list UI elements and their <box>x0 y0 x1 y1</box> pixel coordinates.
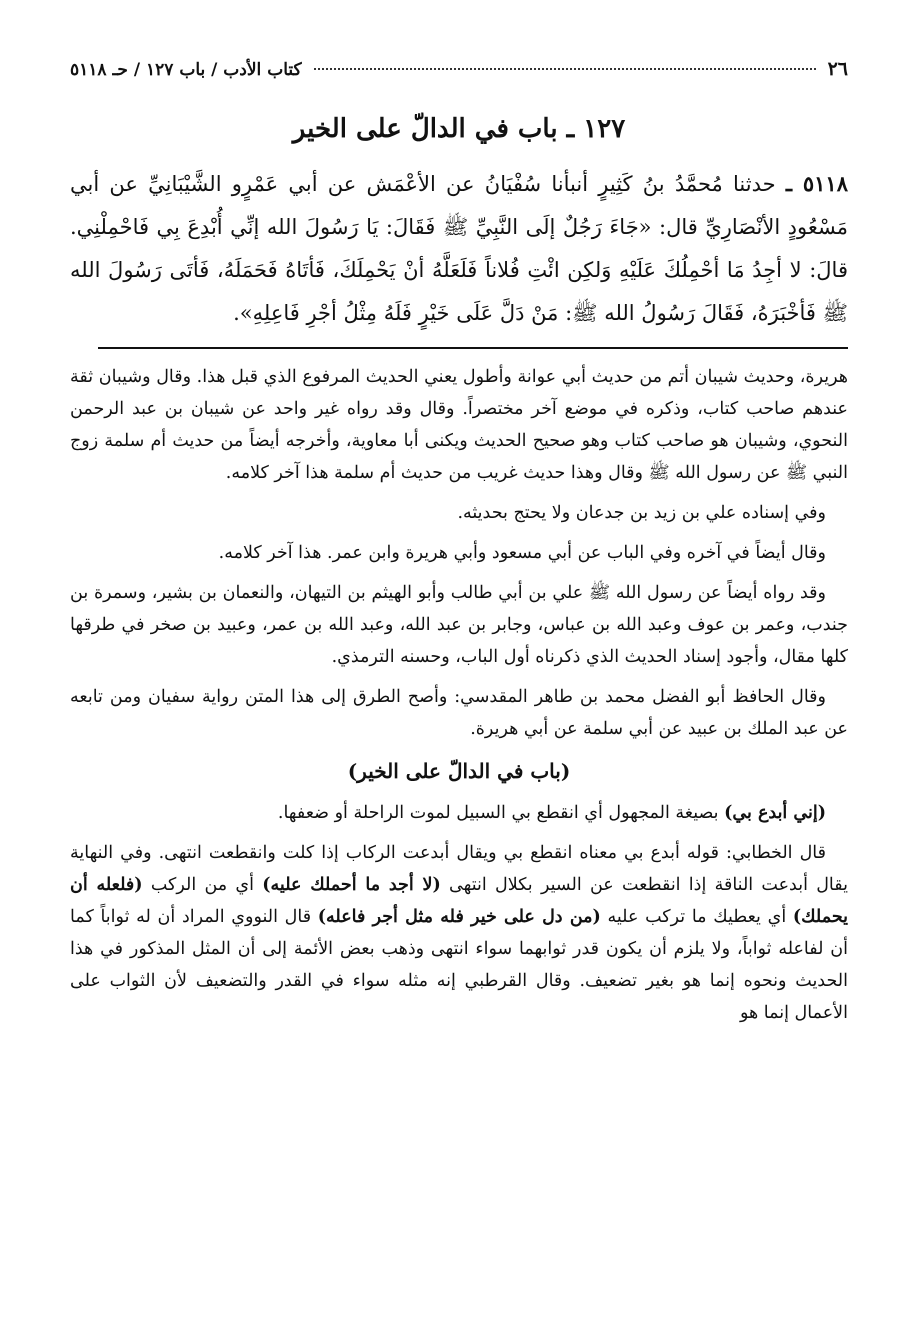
commentary-paragraph-7 <box>70 837 848 1029</box>
commentary-section <box>70 361 848 1029</box>
quoted-phrase: (لا أجد ما أحملك عليه) <box>262 875 441 895</box>
sharh-section-heading: (باب في الدالّ على الخير) <box>347 759 571 783</box>
commentary-paragraph-2: وفي إسناده علي بن زيد بن جدعان ولا يحتج بحديثه. <box>457 503 826 523</box>
hadith-number: ٥١١٨ ـ <box>785 171 848 196</box>
explanation-text: قال النووي المراد أن له ثواباً كما أن لفاعله ثواباً، ولا يلزم أن يكون قدر ثوابهما سواء انتهى وذهب بعض الأئمة إلى أن المثل المذكور في هذا الحديث ونحوه إنما هو بغير تضعيف. وقال القرطبي إنه مثله سواء في القدر والتضعيف لأن الثواب على الأعمال إنما هو <box>70 907 848 1023</box>
hadith-text: حدثنا مُحمَّدُ بنُ كَثِيرٍ أنبأنا سُفْيَانُ عن الأعْمَش عن أبي عَمْرٍو الشَّيْبَانِيِّ عن أبي مَسْعُودٍ الأنْصَارِيِّ قال: «جَاءَ رَجُلٌ إلَى النَّبِيِّ ﷺ فَقَالَ: يَا رَسُولَ الله إنِّي أُبْدِعَ بِي فَاحْمِلْنِي. قالَ: لا أجِدُ مَا أحْمِلُكَ عَلَيْهِ وَلكِن ائْتِ فُلاناً فَلَعَلَّهُ أنْ يَحْمِلَكَ، فَأتَاهُ فَحَمَلَهُ، فَأتَى رَسُولَ الله ﷺ فَأخْبَرَهُ، فَقَالَ رَسُولُ الله ﷺ: مَنْ دَلَّ عَلَى خَيْرٍ فَلَهُ مِثْلُ أجْرِ فَاعِلِهِ». <box>70 172 848 325</box>
page-number: ٢٦ <box>827 58 848 80</box>
running-header <box>70 58 848 88</box>
hadith-text-block <box>70 162 848 335</box>
chapter-title: ١٢٧ ـ باب في الدالّ على الخير <box>292 114 626 144</box>
commentary-paragraph-3: وقال أيضاً في آخره وفي الباب عن أبي مسعود وأبي هريرة وابن عمر. هذا آخر كلامه. <box>218 543 826 563</box>
commentary-paragraph-5: وقال الحافظ أبو الفضل محمد بن طاهر المقدسي: وأصح الطرق إلى هذا المتن رواية سفيان ومن تابعه عن عبد الملك بن عبيد عن أبي سلمة عن أبي هريرة. <box>70 687 848 739</box>
quoted-phrase: (إني أبدع بي) <box>724 803 826 823</box>
quoted-phrase: (فلعله أن يحملك) <box>70 875 848 927</box>
explanation-text: قال الخطابي: قوله أبدع بي معناه انقطع بي ويقال أبدعت الركاب إذا كلت وانقطعت انتهى. وفي النهاية يقال أبدعت الناقة إذا انقطعت عن السير بكلال انتهى <box>70 843 848 895</box>
header-reference: كتاب الأدب / باب ١٢٧ / حـ ٥١١٨ <box>70 60 302 80</box>
footnote-divider <box>98 347 848 349</box>
commentary-paragraph-1: هريرة، وحديث شيبان أتم من حديث أبي عوانة وأطول يعني الحديث المرفوع الذي قبل هذا. وقال وشيبان ثقة عندهم صاحب كتاب، وذكره في موضع آخر مختصراً. وقال وقد رواه غير واحد عن شيبان بن عبد الرحمن النحوي، وشيبان هو صاحب كتاب وهو صحيح الحديث ويكنى أبا معاوية، وأخرجه أيضاً من حديث أم سلمة زوج النبي ﷺ عن رسول الله ﷺ وقال وهذا حديث غريب من حديث أم سلمة هذا آخر كلامه. <box>70 367 848 483</box>
quoted-phrase: (من دل على خير فله مثل أجر فاعله) <box>317 907 601 927</box>
commentary-paragraph-6 <box>70 797 848 829</box>
explanation-text: أي يعطيك ما تركب عليه <box>600 907 793 927</box>
explanation-text: أي من الركب <box>142 875 263 895</box>
commentary-paragraph-4: وقد رواه أيضاً عن رسول الله ﷺ علي بن أبي طالب وأبو الهيثم بن التيهان، والنعمان بن بشير، وسمرة بن جندب، وعمر بن عوف وعبد الله بن عباس، وجابر بن عبد الله، وعبد الله بن عمر، وعبيد بن صخر في طرقها كلها مقال، وأجود إسناد الحديث الذي ذكرناه أول الباب، وحسنه الترمذي. <box>70 583 848 667</box>
explanation-text: بصيغة المجهول أي انقطع بي السبيل لموت الراحلة أو ضعفها. <box>277 803 725 823</box>
header-leader-dots <box>314 68 816 70</box>
